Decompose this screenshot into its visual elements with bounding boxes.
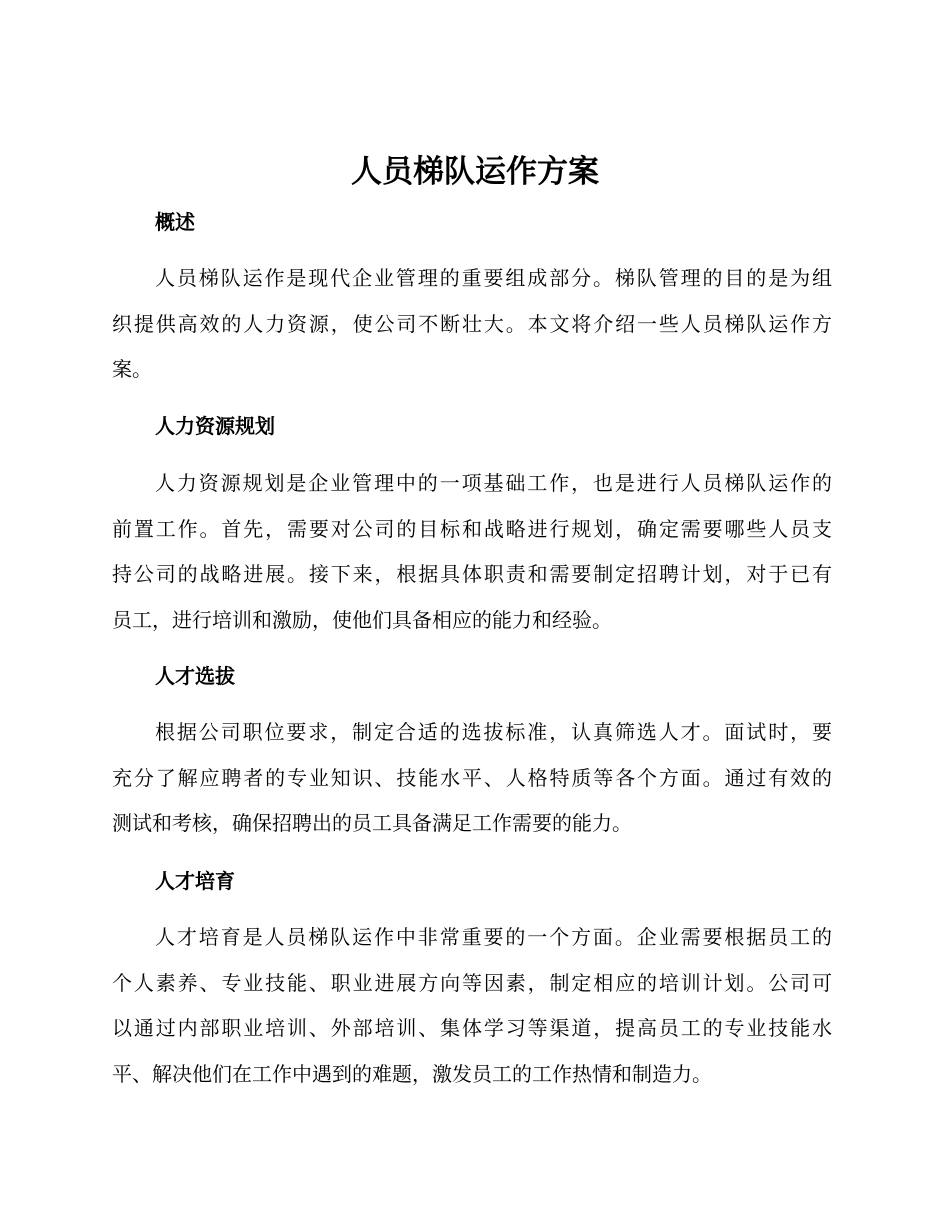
paragraph-line: 根据公司职位要求，制定合适的选拔标准，认真筛选人才。面试时，要 — [155, 720, 832, 744]
section-heading-talent-development: 人才培育 — [155, 869, 235, 893]
paragraph-line: 持公司的战略进展。接下来，根据具体职责和需要制定招聘计划，对于已有 — [112, 562, 832, 586]
section-paragraph-talent-development — [112, 915, 832, 1097]
section-heading-hr-planning: 人力资源规划 — [155, 414, 275, 438]
paragraph-line: 案。 — [112, 357, 152, 381]
paragraph-line: 人员梯队运作是现代企业管理的重要组成部分。梯队管理的目的是为组 — [155, 266, 832, 290]
paragraph-line: 充分了解应聘者的专业知识、技能水平、人格特质等各个方面。通过有效的 — [112, 765, 832, 790]
section-heading-talent-selection: 人才选拔 — [155, 664, 235, 688]
paragraph-line: 人才培育是人员梯队运作中非常重要的一个方面。企业需要根据员工的 — [155, 925, 832, 949]
section-paragraph-talent-selection — [112, 710, 832, 847]
paragraph-line: 平、解决他们在工作中遇到的难题，激发员工的工作热情和制造力。 — [112, 1061, 712, 1086]
paragraph-line: 个人素养、专业技能、职业进展方向等因素，制定相应的培训计划。公司可 — [112, 970, 832, 995]
paragraph-line: 以通过内部职业培训、外部培训、集体学习等渠道，提高员工的专业技能水 — [112, 1016, 832, 1040]
paragraph-line: 前置工作。首先，需要对公司的目标和战略进行规划，确定需要哪些人员支 — [112, 516, 832, 541]
document-title: 人员梯队运作方案 — [351, 154, 599, 190]
section-paragraph-overview — [112, 256, 832, 393]
paragraph-line: 人力资源规划是企业管理中的一项基础工作，也是进行人员梯队运作的 — [155, 471, 832, 495]
section-paragraph-hr-planning — [112, 461, 832, 643]
paragraph-line: 员工，进行培训和激励，使他们具备相应的能力和经验。 — [112, 607, 612, 632]
paragraph-line: 织提供高效的人力资源，使公司不断壮大。本文将介绍一些人员梯队运作方 — [112, 311, 832, 336]
section-heading-overview: 概述 — [155, 210, 195, 234]
paragraph-line: 测试和考核，确保招聘出的员工具备满足工作需要的能力。 — [112, 811, 632, 835]
